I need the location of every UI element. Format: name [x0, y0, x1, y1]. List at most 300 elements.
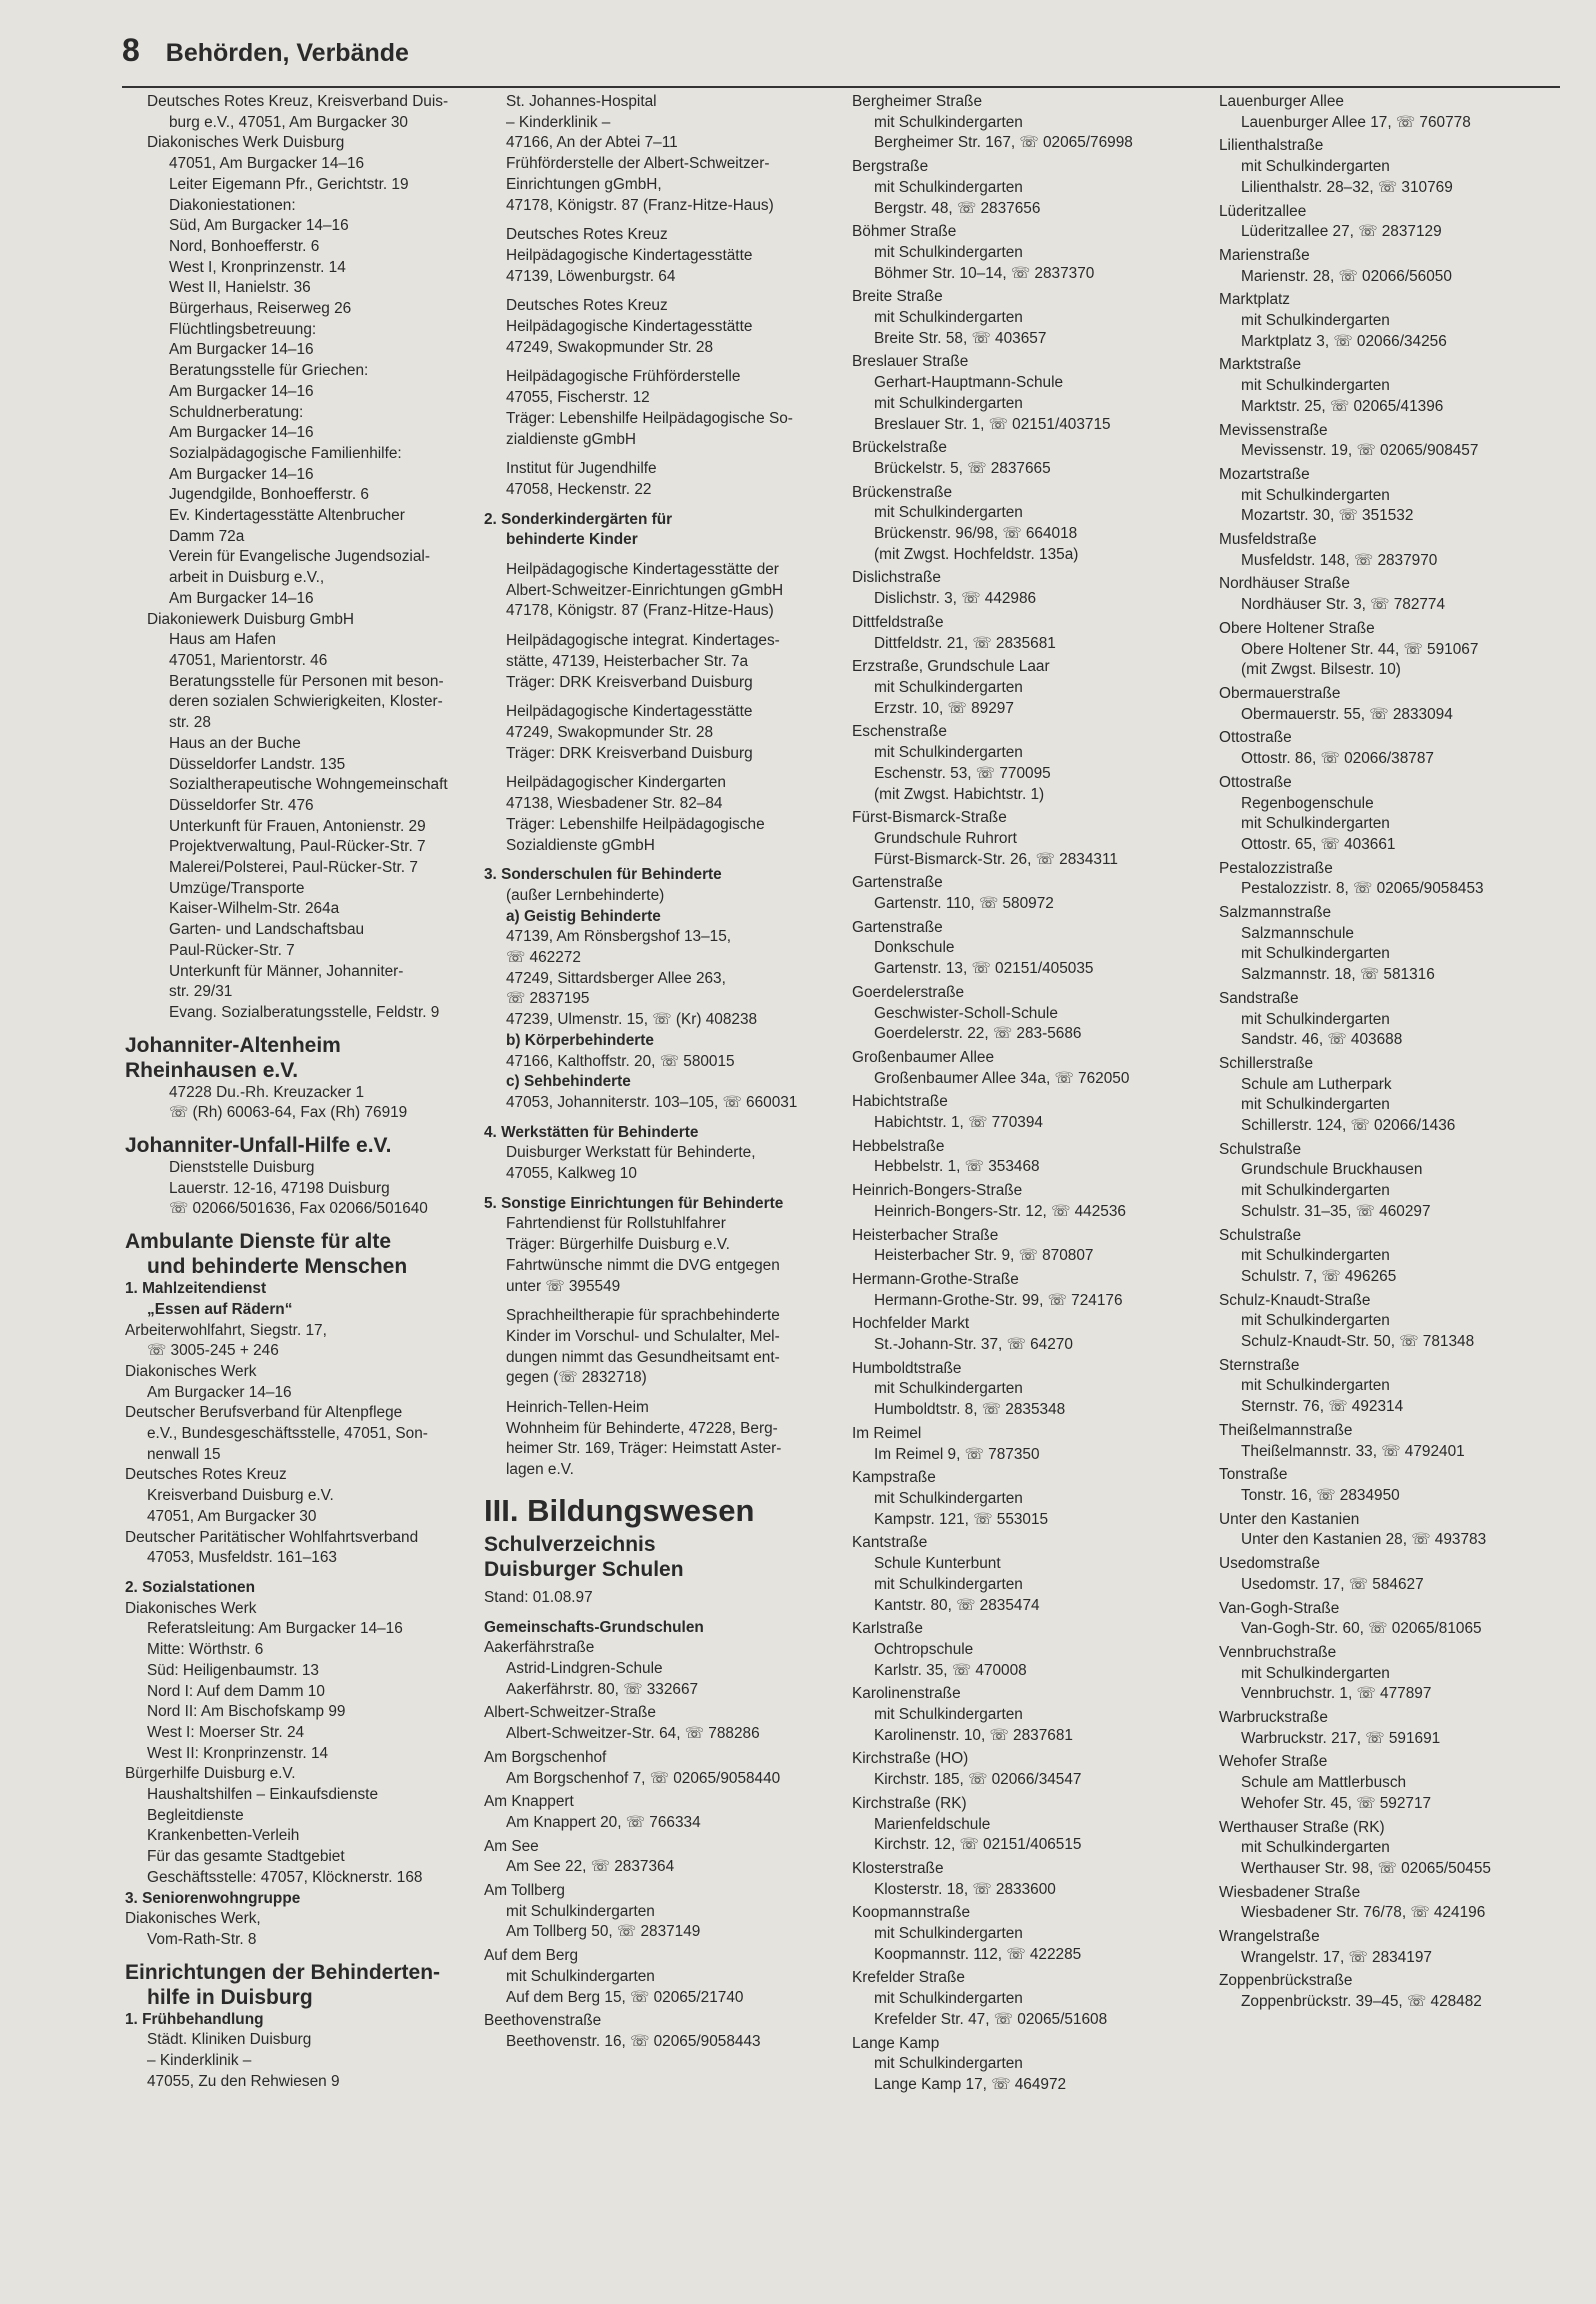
- text-line: 3. Seniorenwohngruppe: [125, 1889, 301, 1907]
- column-3: [852, 92, 1202, 2096]
- text-line: Dittfeldstraße: [852, 613, 944, 631]
- text-line: mit Schulkindergarten: [874, 243, 1023, 261]
- text-line: Hermann-Grothe-Str. 99, ☏ 724176: [874, 1291, 1123, 1309]
- text-line: Usedomstr. 17, ☏ 584627: [1241, 1575, 1424, 1593]
- text-line: 47055, Zu den Rehwiesen 9: [147, 2072, 340, 2090]
- text-line: Rheinhausen e.V.: [125, 1058, 299, 1082]
- text-line: Malerei/Polsterei, Paul-Rücker-Str. 7: [169, 859, 418, 877]
- text-line: Geschäftsstelle: 47057, Klöcknerstr. 168: [147, 1868, 423, 1886]
- text-line: Karolinenstr. 10, ☏ 2837681: [874, 1726, 1073, 1744]
- text-line: Kreisverband Duisburg e.V.: [147, 1487, 334, 1505]
- text-line: 47138, Wiesbadener Str. 82–84: [506, 795, 723, 813]
- text-line: Haus am Hafen: [169, 631, 276, 649]
- text-line: Schule am Lutherpark: [1241, 1075, 1392, 1093]
- text-line: mit Schulkindergarten: [874, 504, 1023, 522]
- text-line: Damm 72a: [169, 527, 245, 545]
- text-line: Träger: Lebenshilfe Heilpädagogische: [506, 815, 765, 833]
- text-line: Großenbaumer Allee: [852, 1048, 995, 1066]
- text-line: Schulstraße: [1219, 1226, 1302, 1244]
- text-line: Mozartstraße: [1219, 465, 1310, 483]
- text-line: Albert-Schweitzer-Einrichtungen gGmbH: [506, 581, 784, 599]
- text-line: Am Borgschenhof 7, ☏ 02065/9058440: [506, 1769, 781, 1787]
- text-line: Koopmannstr. 112, ☏ 422285: [874, 1945, 1082, 1963]
- text-line: mit Schulkindergarten: [1241, 1312, 1390, 1330]
- text-line: Diakoniewerk Duisburg GmbH: [147, 610, 354, 628]
- text-line: Lilienthalstraße: [1219, 137, 1324, 155]
- text-line: Lüderitzallee 27, ☏ 2837129: [1241, 223, 1442, 241]
- text-line: Johanniter-Altenheim: [125, 1033, 341, 1057]
- text-line: Ottostr. 86, ☏ 02066/38787: [1241, 750, 1434, 768]
- text-line: Wrangelstr. 17, ☏ 2834197: [1241, 1948, 1432, 1966]
- text-line: nenwall 15: [147, 1445, 221, 1463]
- text-line: Salzmannstr. 18, ☏ 581316: [1241, 966, 1435, 984]
- text-line: 47053, Musfeldstr. 161–163: [147, 1549, 337, 1567]
- text-line: mit Schulkindergarten: [1241, 815, 1390, 833]
- text-line: Marienfeldschule: [874, 1815, 991, 1833]
- text-line: Wiesbadener Str. 76/78, ☏ 424196: [1241, 1904, 1486, 1922]
- text-line: Wehofer Straße: [1219, 1753, 1328, 1771]
- text-line: Gartenstr. 13, ☏ 02151/405035: [874, 960, 1094, 978]
- text-line: burg e.V., 47051, Am Burgacker 30: [169, 113, 408, 131]
- text-line: Deutscher Berufsverband für Altenpflege: [125, 1404, 403, 1422]
- text-line: Krankenbetten-Verleih: [147, 1827, 300, 1845]
- text-line: „Essen auf Rädern“: [147, 1300, 293, 1318]
- text-line: mit Schulkindergarten: [874, 2055, 1023, 2073]
- text-line: Am Tollberg 50, ☏ 2837149: [506, 1923, 701, 1941]
- text-line: Karlstr. 35, ☏ 470008: [874, 1661, 1027, 1679]
- text-line: Schule am Mattlerbusch: [1241, 1774, 1407, 1792]
- text-line: Vennbruchstraße: [1219, 1643, 1337, 1661]
- text-line: Werthauser Str. 98, ☏ 02065/50455: [1241, 1859, 1491, 1877]
- text-line: Grundschule Ruhrort: [874, 829, 1017, 847]
- text-line: Träger: DRK Kreisverband Duisburg: [506, 673, 753, 691]
- text-line: Dittfeldstr. 21, ☏ 2835681: [874, 634, 1056, 652]
- text-line: Am Burgacker 14–16: [169, 382, 314, 400]
- text-line: Einrichtungen gGmbH,: [506, 175, 662, 193]
- text-line: Heilpädagogischer Kindergarten: [506, 774, 726, 792]
- text-line: b) Körperbehinderte: [506, 1031, 654, 1049]
- text-line: deren sozialen Schwierigkeiten, Kloster-: [169, 693, 443, 711]
- text-line: mit Schulkindergarten: [874, 1490, 1023, 1507]
- text-line: – Kinderklinik –: [147, 2052, 252, 2070]
- text-line: mit Schulkindergarten: [1241, 312, 1390, 330]
- column-4: [1219, 92, 1564, 2013]
- text-line: Heisterbacher Straße: [852, 1226, 999, 1244]
- text-line: Deutsches Rotes Kreuz: [506, 297, 668, 315]
- text-line: mit Schulkindergarten: [874, 1706, 1023, 1724]
- text-line: arbeit in Duisburg e.V.,: [169, 569, 325, 587]
- text-line: mit Schulkindergarten: [874, 744, 1023, 762]
- text-line: Brückenstr. 96/98, ☏ 664018: [874, 525, 1078, 543]
- text-line: Am Knappert 20, ☏ 766334: [506, 1813, 701, 1831]
- text-line: Am Burgacker 14–16: [169, 465, 314, 483]
- text-line: Grundschule Bruckhausen: [1241, 1161, 1423, 1179]
- text-line: Heinrich-Tellen-Heim: [506, 1399, 649, 1417]
- text-line: Heilpädagogische integrat. Kindertages-: [506, 632, 780, 650]
- text-line: Aakerfährstraße: [484, 1639, 595, 1657]
- text-line: Projektverwaltung, Paul-Rücker-Str. 7: [169, 838, 426, 856]
- text-line: Bürgerhaus, Reiserweg 26: [169, 300, 352, 318]
- text-line: Schulz-Knaudt-Str. 50, ☏ 781348: [1241, 1333, 1475, 1351]
- text-line: Fürst-Bismarck-Straße: [852, 809, 1007, 827]
- text-line: Auf dem Berg 15, ☏ 02065/21740: [506, 1988, 744, 2006]
- text-line: 47239, Ulmenstr. 15, ☏ (Kr) 408238: [506, 1011, 758, 1029]
- text-line: Mevissenstr. 19, ☏ 02065/908457: [1241, 442, 1479, 460]
- text-line: e.V., Bundesgeschäftsstelle, 47051, Son-: [147, 1425, 428, 1443]
- text-line: 47051, Am Burgacker 30: [147, 1507, 317, 1525]
- text-line: mit Schulkindergarten: [874, 113, 1023, 131]
- text-line: Van-Gogh-Str. 60, ☏ 02065/81065: [1241, 1620, 1482, 1638]
- text-line: Lauerstr. 12-16, 47198 Duisburg: [169, 1179, 390, 1197]
- text-line: Kaiser-Wilhelm-Str. 264a: [169, 900, 340, 918]
- text-line: 47139, Am Rönsbergshof 13–15,: [506, 928, 732, 946]
- text-line: West II, Hanielstr. 36: [169, 279, 311, 297]
- text-line: Auf dem Berg: [484, 1947, 579, 1965]
- text-line: 47178, Königstr. 87 (Franz-Hitze-Haus): [506, 196, 774, 214]
- text-line: mit Schulkindergarten: [1241, 1010, 1390, 1028]
- text-line: Karolinenstraße: [852, 1685, 961, 1703]
- text-line: 47058, Heckenstr. 22: [506, 480, 652, 498]
- text-line: Musfeldstraße: [1219, 531, 1317, 549]
- text-line: Heilpädagogische Kindertagesstätte: [506, 703, 753, 721]
- text-line: Böhmer Str. 10–14, ☏ 2837370: [874, 264, 1095, 282]
- text-line: Heilpädagogische Kindertagesstätte: [506, 318, 753, 336]
- text-line: Am Burgacker 14–16: [169, 589, 314, 607]
- text-line: Sozialdienste gGmbH: [506, 836, 655, 854]
- text-line: Am Borgschenhof: [484, 1748, 607, 1766]
- text-line: 47166, An der Abtei 7–11: [506, 134, 678, 152]
- text-line: mit Schulkindergarten: [1241, 1377, 1390, 1395]
- text-line: Unter den Kastanien: [1219, 1510, 1360, 1528]
- text-line: Haushaltshilfen – Einkaufsdienste: [147, 1786, 379, 1804]
- text-line: Diakonisches Werk,: [125, 1910, 261, 1928]
- text-line: Sternstraße: [1219, 1356, 1300, 1374]
- text-line: Eschenstr. 53, ☏ 770095: [874, 764, 1051, 782]
- text-line: Wiesbadener Straße: [1219, 1883, 1361, 1901]
- text-line: Haus an der Buche: [169, 734, 301, 752]
- text-line: St. Johannes-Hospital: [506, 93, 657, 110]
- text-line: mit Schulkindergarten: [506, 1967, 655, 1985]
- text-line: Nord, Bonhoefferstr. 6: [169, 237, 320, 255]
- text-line: mit Schulkindergarten: [874, 1990, 1023, 2008]
- text-line: Beratungsstelle für Griechen:: [169, 362, 369, 380]
- column-1: [125, 92, 460, 2092]
- text-line: Im Reimel 9, ☏ 787350: [874, 1445, 1040, 1463]
- text-line: mit Schulkindergarten: [1241, 945, 1390, 963]
- text-line: lagen e.V.: [506, 1461, 574, 1479]
- text-line: Van-Gogh-Straße: [1219, 1599, 1340, 1617]
- text-line: Humboldtstraße: [852, 1359, 962, 1377]
- text-line: Obermauerstr. 55, ☏ 2833094: [1241, 705, 1453, 723]
- text-line: Arbeiterwohlfahrt, Siegstr. 17,: [125, 1321, 327, 1339]
- text-line: Goerdelerstraße: [852, 983, 965, 1001]
- page-header: [122, 32, 409, 72]
- text-line: Pestalozzistraße: [1219, 859, 1333, 877]
- text-line: Zoppenbrückstraße: [1219, 1972, 1353, 1990]
- text-line: Habichtstr. 1, ☏ 770394: [874, 1114, 1043, 1132]
- text-line: Gartenstr. 110, ☏ 580972: [874, 895, 1054, 913]
- text-line: Schillerstr. 124, ☏ 02066/1436: [1241, 1117, 1456, 1135]
- text-line: Breite Straße: [852, 288, 943, 306]
- text-line: heimer Str. 169, Träger: Heimstatt Aster-: [506, 1440, 782, 1458]
- text-line: mit Schulkindergarten: [506, 1902, 655, 1920]
- text-line: Deutsches Rotes Kreuz, Kreisverband Duis-: [147, 93, 449, 110]
- text-line: behinderte Kinder: [506, 531, 638, 549]
- text-line: Einrichtungen der Behinderten-: [125, 1960, 441, 1984]
- text-line: 1. Mahlzeitendienst: [125, 1280, 267, 1298]
- text-line: Werthauser Straße (RK): [1219, 1818, 1385, 1836]
- text-line: 4. Werkstätten für Behinderte: [484, 1123, 699, 1141]
- text-line: Jugendgilde, Bonhoefferstr. 6: [169, 486, 369, 504]
- text-line: Mozartstr. 30, ☏ 351532: [1241, 507, 1414, 525]
- text-line: Mitte: Wörthstr. 6: [147, 1641, 264, 1659]
- text-line: Theißelmannstr. 33, ☏ 4792401: [1241, 1442, 1465, 1460]
- text-line: Astrid-Lindgren-Schule: [506, 1660, 663, 1677]
- text-line: Kirchstr. 12, ☏ 02151/406515: [874, 1836, 1082, 1854]
- text-line: Vennbruchstr. 1, ☏ 477897: [1241, 1685, 1432, 1703]
- text-line: Für das gesamte Stadtgebiet: [147, 1848, 345, 1866]
- text-line: Habichtstraße: [852, 1093, 948, 1111]
- text-line: ☏ 3005-245 + 246: [147, 1342, 279, 1360]
- page-number: 8: [122, 32, 140, 68]
- text-line: Düsseldorfer Str. 476: [169, 796, 314, 814]
- header-rule: [122, 86, 1560, 88]
- text-line: West I: Moerser Str. 24: [147, 1723, 305, 1741]
- text-line: Heinrich-Bongers-Str. 12, ☏ 442536: [874, 1202, 1126, 1220]
- text-line: Diakonisches Werk Duisburg: [147, 134, 345, 152]
- text-line: 1. Frühbehandlung: [125, 2010, 264, 2028]
- text-line: Salzmannschule: [1241, 924, 1354, 942]
- text-line: Mevissenstraße: [1219, 421, 1328, 439]
- text-line: Marktstr. 25, ☏ 02065/41396: [1241, 397, 1444, 415]
- text-line: Großenbaumer Allee 34a, ☏ 762050: [874, 1069, 1130, 1087]
- text-line: – Kinderklinik –: [506, 113, 611, 131]
- text-line: 47249, Sittardsberger Allee 263,: [506, 969, 726, 987]
- text-line: Klosterstraße: [852, 1859, 944, 1877]
- text-line: Duisburger Werkstatt für Behinderte,: [506, 1144, 756, 1162]
- text-line: Sandstraße: [1219, 989, 1299, 1007]
- text-line: Lilienthalstr. 28–32, ☏ 310769: [1241, 178, 1453, 196]
- text-line: Leiter Eigemann Pfr., Gerichtstr. 19: [169, 175, 409, 193]
- text-line: Fürst-Bismarck-Str. 26, ☏ 2834311: [874, 850, 1118, 868]
- text-line: Kirchstraße (HO): [852, 1750, 969, 1768]
- text-line: Wehofer Str. 45, ☏ 592717: [1241, 1794, 1432, 1812]
- text-line: und behinderte Menschen: [147, 1255, 408, 1279]
- text-line: Gerhart-Hauptmann-Schule: [874, 374, 1064, 392]
- text-line: mit Schulkindergarten: [874, 394, 1023, 412]
- text-line: Goerdelerstr. 22, ☏ 283-5686: [874, 1025, 1082, 1043]
- text-line: Deutscher Paritätischer Wohlfahrtsverband: [125, 1528, 419, 1546]
- text-line: gegen (☏ 2832718): [506, 1369, 647, 1387]
- text-line: Schulstr. 7, ☏ 496265: [1241, 1267, 1397, 1285]
- text-line: Am Burgacker 14–16: [147, 1383, 292, 1401]
- text-line: Nordhäuser Straße: [1219, 575, 1350, 593]
- text-line: 47051, Am Burgacker 14–16: [169, 155, 365, 173]
- text-line: Marktplatz 3, ☏ 02066/34256: [1241, 332, 1447, 350]
- text-line: Theißelmannstraße: [1219, 1421, 1353, 1439]
- text-line: Träger: DRK Kreisverband Duisburg: [506, 744, 753, 762]
- text-line: Gartenstraße: [852, 874, 943, 892]
- column-2: [484, 92, 819, 2053]
- text-line: ☏ 462272: [506, 949, 581, 967]
- text-line: Am See 22, ☏ 2837364: [506, 1858, 675, 1876]
- text-line: Krefelder Str. 47, ☏ 02065/51608: [874, 2010, 1108, 2028]
- text-line: 47055, Kalkweg 10: [506, 1165, 637, 1183]
- text-line: a) Geistig Behinderte: [506, 907, 661, 925]
- text-line: Süd, Am Burgacker 14–16: [169, 217, 349, 235]
- text-line: Marktstraße: [1219, 356, 1302, 374]
- text-line: Evang. Sozialberatungsstelle, Feldstr. 9: [169, 1003, 440, 1021]
- text-line: Sozialtherapeutische Wohngemeinschaft: [169, 776, 448, 794]
- text-line: Karlstraße: [852, 1620, 923, 1638]
- text-line: Sandstr. 46, ☏ 403688: [1241, 1031, 1403, 1049]
- text-line: Flüchtlingsbetreuung:: [169, 320, 317, 338]
- text-line: Donkschule: [874, 939, 955, 957]
- text-line: Heilpädagogische Frühförderstelle: [506, 368, 741, 386]
- text-line: 47139, Löwenburgstr. 64: [506, 267, 676, 285]
- text-line: dungen nimmt das Gesundheitsamt ent-: [506, 1348, 780, 1366]
- text-line: Bergstr. 48, ☏ 2837656: [874, 199, 1041, 217]
- text-line: Zoppenbrückstr. 39–45, ☏ 428482: [1241, 1993, 1482, 2011]
- text-line: Sprachheiltherapie für sprachbehinderte: [506, 1307, 780, 1325]
- text-line: Gemeinschafts-Grundschulen: [484, 1618, 704, 1636]
- text-line: Kirchstraße (RK): [852, 1794, 967, 1812]
- text-line: (mit Zwgst. Habichtstr. 1): [874, 785, 1045, 803]
- text-line: Heilpädagogische Kindertagesstätte der: [506, 561, 779, 579]
- text-line: Am Knappert: [484, 1793, 574, 1811]
- text-line: 2. Sozialstationen: [125, 1579, 255, 1596]
- text-line: mit Schulkindergarten: [874, 678, 1023, 696]
- section-title: Behörden, Verbände: [165, 39, 409, 67]
- text-line: Referatsleitung: Am Burgacker 14–16: [147, 1620, 403, 1638]
- text-line: Diakonisches Werk: [125, 1599, 257, 1617]
- text-line: 47249, Swakopmunder Str. 28: [506, 723, 714, 741]
- text-line: Lauenburger Allee: [1219, 93, 1344, 110]
- text-line: Städt. Kliniken Duisburg: [147, 2031, 312, 2049]
- text-line: Heilpädagogische Kindertagesstätte: [506, 246, 753, 264]
- text-line: Beethovenstraße: [484, 2012, 602, 2030]
- text-line: Albert-Schweitzer-Straße: [484, 1704, 656, 1722]
- text-line: mit Schulkindergarten: [874, 178, 1023, 196]
- text-line: West I, Kronprinzenstr. 14: [169, 258, 346, 276]
- text-line: Marienstraße: [1219, 246, 1310, 264]
- text-line: Ottostraße: [1219, 729, 1292, 747]
- text-line: zialdienste gGmbH: [506, 430, 637, 448]
- text-line: 2. Sonderkindergärten für: [484, 510, 673, 528]
- text-line: Fahrtendienst für Rollstuhlfahrer: [506, 1215, 726, 1233]
- text-line: Hebbelstraße: [852, 1137, 945, 1155]
- text-line: c) Sehbehinderte: [506, 1073, 631, 1091]
- text-line: Pestalozzistr. 8, ☏ 02065/9058453: [1241, 880, 1484, 898]
- text-line: mit Schulkindergarten: [1241, 1839, 1390, 1857]
- text-line: Bürgerhilfe Duisburg e.V.: [125, 1765, 296, 1783]
- text-line: Beratungsstelle für Personen mit beson-: [169, 672, 444, 690]
- text-line: Schule Kunterbunt: [874, 1555, 1001, 1573]
- text-line: Hochfelder Markt: [852, 1315, 970, 1333]
- text-line: Brückelstr. 5, ☏ 2837665: [874, 459, 1051, 477]
- text-line: Schulstraße: [1219, 1140, 1302, 1158]
- text-line: Diakonisches Werk: [125, 1362, 257, 1380]
- text-line: 47249, Swakopmunder Str. 28: [506, 338, 714, 356]
- text-line: Umzüge/Transporte: [169, 879, 305, 897]
- text-line: Wrangelstraße: [1219, 1928, 1320, 1946]
- text-line: Bergstraße: [852, 158, 929, 176]
- text-line: 5. Sonstige Einrichtungen für Behinderte: [484, 1194, 784, 1212]
- text-line: Salzmannstraße: [1219, 904, 1332, 922]
- text-line: Warbruckstraße: [1219, 1709, 1328, 1727]
- text-line: ☏ 2837195: [506, 990, 590, 1008]
- text-line: Böhmer Straße: [852, 223, 957, 241]
- text-line: Sternstr. 76, ☏ 492314: [1241, 1398, 1404, 1416]
- text-line: mit Schulkindergarten: [874, 1380, 1023, 1398]
- text-line: Schulstr. 31–35, ☏ 460297: [1241, 1202, 1431, 1220]
- text-line: Brückenstraße: [852, 483, 953, 501]
- text-line: Schulz-Knaudt-Straße: [1219, 1291, 1371, 1309]
- text-line: Warbruckstr. 217, ☏ 591691: [1241, 1729, 1441, 1747]
- text-line: Ambulante Dienste für alte: [125, 1230, 392, 1254]
- text-line: III. Bildungswesen: [484, 1492, 755, 1528]
- text-line: Albert-Schweitzer-Str. 64, ☏ 788286: [506, 1725, 760, 1743]
- text-line: 47166, Kalthoffstr. 20, ☏ 580015: [506, 1052, 735, 1070]
- text-line: Sozialpädagogische Familienhilfe:: [169, 444, 402, 462]
- text-line: St.-Johann-Str. 37, ☏ 64270: [874, 1336, 1073, 1354]
- text-line: 47228 Du.-Rh. Kreuzacker 1: [169, 1083, 365, 1101]
- text-line: 47178, Königstr. 87 (Franz-Hitze-Haus): [506, 602, 774, 620]
- text-line: Krefelder Straße: [852, 1969, 965, 1987]
- text-line: Im Reimel: [852, 1424, 922, 1442]
- text-line: str. 29/31: [169, 983, 233, 1001]
- text-line: Ochtropschule: [874, 1640, 974, 1658]
- text-line: Usedomstraße: [1219, 1555, 1320, 1573]
- text-line: Beethovenstr. 16, ☏ 02065/9058443: [506, 2032, 761, 2050]
- text-line: Nord II: Am Bischofskamp 99: [147, 1703, 346, 1721]
- text-line: mit Schulkindergarten: [874, 1925, 1023, 1943]
- text-line: Obermauerstraße: [1219, 684, 1341, 702]
- text-line: Eschenstraße: [852, 723, 947, 741]
- text-line: Kinder im Vorschul- und Schulalter, Mel-: [506, 1327, 780, 1345]
- text-line: West II: Kronprinzenstr. 14: [147, 1744, 329, 1762]
- text-line: Nord I: Auf dem Damm 10: [147, 1682, 325, 1700]
- text-line: Lange Kamp 17, ☏ 464972: [874, 2075, 1067, 2093]
- text-line: Nordhäuser Str. 3, ☏ 782774: [1241, 596, 1446, 614]
- text-line: 47055, Fischerstr. 12: [506, 389, 650, 407]
- text-line: Fahrtwünsche nimmt die DVG entgegen: [506, 1256, 780, 1274]
- text-line: 3. Sonderschulen für Behinderte: [484, 866, 722, 884]
- text-line: Am Burgacker 14–16: [169, 341, 314, 359]
- text-line: Dislichstraße: [852, 569, 941, 587]
- text-line: Dienststelle Duisburg: [169, 1159, 315, 1177]
- text-line: Schulverzeichnis: [484, 1532, 656, 1556]
- text-line: Am Burgacker 14–16: [169, 424, 314, 442]
- text-line: Frühförderstelle der Albert-Schweitzer-: [506, 155, 770, 173]
- text-line: mit Schulkindergarten: [1241, 1096, 1390, 1114]
- text-line: 47053, Johanniterstr. 103–105, ☏ 660031: [506, 1093, 798, 1111]
- text-line: Dislichstr. 3, ☏ 442986: [874, 590, 1037, 608]
- text-line: Heinrich-Bongers-Straße: [852, 1182, 1023, 1200]
- text-line: Ev. Kindertagesstätte Altenbrucher: [169, 507, 405, 525]
- text-line: Am See: [484, 1837, 539, 1855]
- text-line: mit Schulkindergarten: [1241, 1664, 1390, 1682]
- text-line: Süd: Heiligenbaumstr. 13: [147, 1661, 319, 1679]
- text-line: Düsseldorfer Landstr. 135: [169, 755, 346, 773]
- text-line: Schuldnerberatung:: [169, 403, 304, 421]
- text-line: Kantstr. 80, ☏ 2835474: [874, 1596, 1040, 1614]
- text-line: Bergheimer Straße: [852, 93, 983, 110]
- text-line: Gartenstraße: [852, 918, 943, 936]
- text-line: (außer Lernbehinderte): [506, 886, 665, 904]
- text-line: Lüderitzallee: [1219, 202, 1307, 220]
- text-line: unter ☏ 395549: [506, 1277, 621, 1295]
